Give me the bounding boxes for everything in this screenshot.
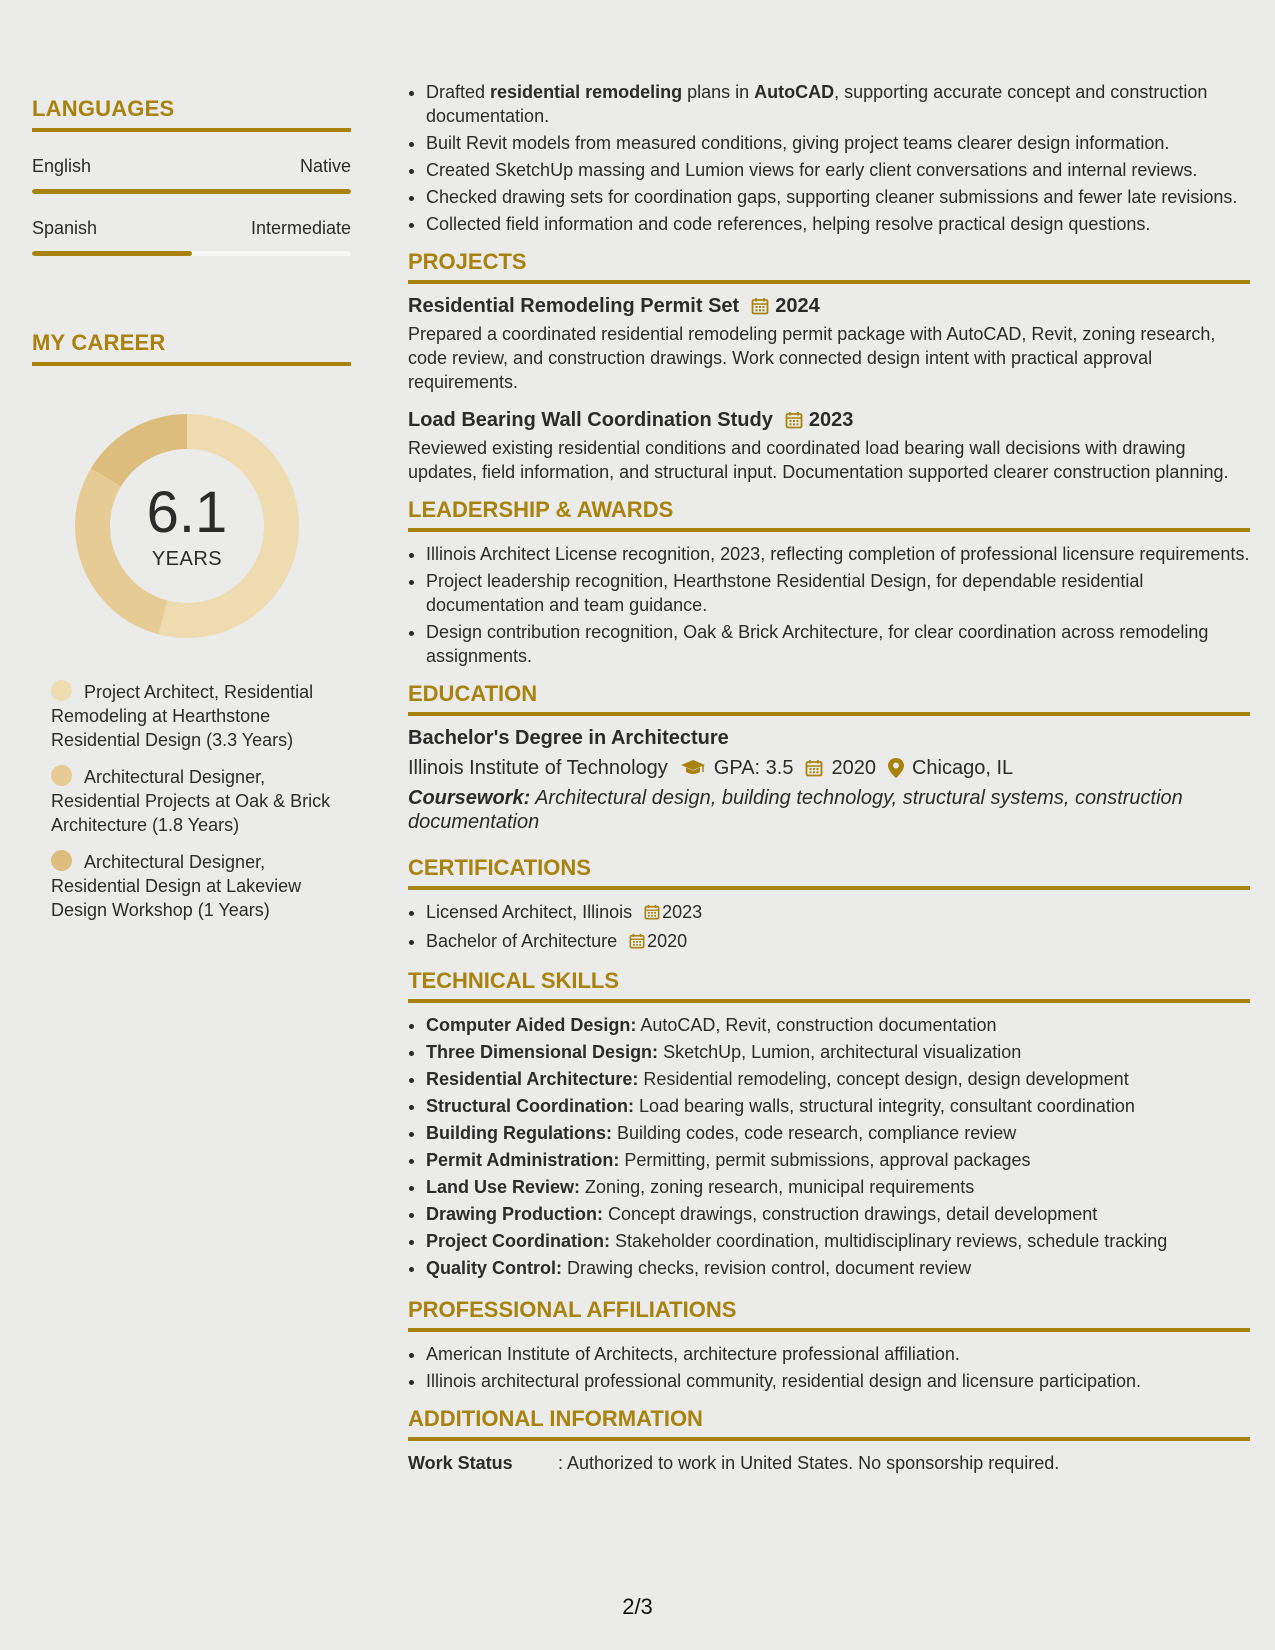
- bullet-text: plans in: [682, 82, 755, 102]
- affiliations-list: [408, 1342, 1250, 1393]
- skill-label: Permit Administration:: [426, 1150, 620, 1170]
- language-level: Native: [299, 156, 351, 176]
- legend-item: [51, 765, 351, 837]
- career-total-years: 6.1: [146, 479, 228, 545]
- school-location: Chicago, IL: [911, 757, 1014, 779]
- education-heading: EDUCATION: [408, 682, 1250, 716]
- list-item: [426, 929, 1250, 955]
- skills-list: [408, 1013, 1250, 1280]
- language-level-fill: [32, 251, 192, 256]
- skill-value: Stakeholder coordination, multidisciplinary reviews, schedule tracking: [610, 1231, 1168, 1251]
- language-level-bar: [32, 251, 351, 256]
- list-item: • Created SketchUp massing and Lumion views for early client conversations and internal reviews.: [426, 158, 1250, 182]
- language-level-fill: [32, 189, 351, 194]
- legend-dot: [51, 680, 72, 701]
- work-status-row: [408, 1451, 1250, 1475]
- career-donut-chart: [67, 406, 307, 646]
- skill-label: Computer Aided Design:: [426, 1015, 637, 1035]
- gpa: GPA: 3.5: [713, 757, 794, 779]
- donut-center: [67, 406, 307, 646]
- leadership-list: [408, 542, 1250, 668]
- skill-label: Building Regulations:: [426, 1123, 612, 1143]
- project-description: Prepared a coordinated residential remodeling permit package with AutoCAD, Revit, zoning research, code review, and construction drawings. Work connected design intent with practical approval requirements.: [408, 324, 1216, 392]
- coursework: [408, 786, 1250, 834]
- project-description: Reviewed existing residential conditions and coordinated load bearing wall decisions with drawing updates, field information, and structural input. Documentation supported clearer construction planning.: [408, 438, 1229, 482]
- work-status-label: Work Status: [408, 1453, 513, 1473]
- language-level-bar: [32, 189, 351, 194]
- project-year: 2023: [808, 409, 854, 431]
- language-name: English: [32, 156, 92, 176]
- leadership-heading: LEADERSHIP & AWARDS: [408, 498, 1250, 532]
- legend-dot: [51, 765, 72, 786]
- degree-title: Bachelor's Degree in Architecture: [408, 727, 729, 749]
- language-level: Intermediate: [250, 218, 351, 238]
- list-item: [426, 1094, 1250, 1118]
- skill-value: Residential remodeling, concept design, design development: [638, 1069, 1129, 1089]
- career-unit: YEARS: [151, 547, 223, 570]
- language-english: [32, 156, 351, 194]
- graduation-year: 2020: [831, 757, 876, 779]
- project-item: [408, 408, 1250, 484]
- coursework-label: Coursework:: [408, 787, 531, 809]
- projects-heading: PROJECTS: [408, 250, 1250, 284]
- list-item: • Illinois architectural professional community, residential design and licensure participation.: [426, 1369, 1250, 1393]
- language-name: Spanish: [32, 218, 98, 238]
- language-spanish: [32, 218, 351, 256]
- list-item: • American Institute of Architects, architecture professional affiliation.: [426, 1342, 1250, 1366]
- calendar-icon: [805, 759, 823, 777]
- list-item: • Illinois Architect License recognition, 2023, reflecting completion of professional licensure requirements.: [426, 542, 1250, 566]
- page-number: 2/3: [622, 1594, 653, 1619]
- education-details: [408, 756, 1250, 780]
- list-item: • Project leadership recognition, Hearthstone Residential Design, for dependable residential documentation and team guidance.: [426, 569, 1250, 617]
- bullet-bold: AutoCAD: [754, 82, 835, 102]
- list-item: [426, 900, 1250, 926]
- legend-label: Project Architect, Residential Remodeling at Hearthstone Residential Design (3.3 Years): [51, 682, 314, 750]
- legend-item: [51, 680, 351, 752]
- school-name: Illinois Institute of Technology: [408, 757, 668, 779]
- skill-value: AutoCAD, Revit, construction documentation: [636, 1015, 997, 1035]
- graduation-cap-icon: [680, 759, 706, 777]
- legend-label: Architectural Designer, Residential Projects at Oak & Brick Architecture (1.8 Years): [51, 767, 331, 835]
- affiliations-heading: PROFESSIONAL AFFILIATIONS: [408, 1298, 1250, 1332]
- legend-label: Architectural Designer, Residential Design at Lakeview Design Workshop (1 Years): [51, 852, 302, 920]
- list-item: • Collected field information and code references, helping resolve practical design questions.: [426, 212, 1250, 236]
- experience-bullets: [408, 80, 1250, 236]
- list-item: [426, 1229, 1250, 1253]
- bullet-text: , supporting accurate concept and construction documentation.: [426, 82, 1208, 126]
- skill-label: Structural Coordination:: [426, 1096, 634, 1116]
- calendar-icon: [785, 411, 803, 429]
- additional-heading: ADDITIONAL INFORMATION: [408, 1407, 1250, 1441]
- skill-value: SketchUp, Lumion, architectural visualization: [658, 1042, 1022, 1062]
- project-name: Load Bearing Wall Coordination Study: [408, 409, 773, 431]
- right-column: [408, 80, 1250, 1475]
- skill-value: Drawing checks, revision control, document review: [562, 1258, 972, 1278]
- list-item: [426, 1256, 1250, 1280]
- certification-name: Licensed Architect, Illinois: [426, 902, 633, 922]
- list-item: [426, 80, 1250, 128]
- certification-year: 2020: [647, 931, 688, 951]
- skills-heading: TECHNICAL SKILLS: [408, 969, 1250, 1003]
- bullet-text: Drafted: [426, 82, 491, 102]
- list-item: [426, 1175, 1250, 1199]
- skill-label: Three Dimensional Design:: [426, 1042, 659, 1062]
- list-item: [426, 1013, 1250, 1037]
- skill-label: Land Use Review:: [426, 1177, 581, 1197]
- list-item: [426, 1121, 1250, 1145]
- skill-value: Load bearing walls, structural integrity, consultant coordination: [634, 1096, 1135, 1116]
- skill-label: Project Coordination:: [426, 1231, 610, 1251]
- languages-heading: LANGUAGES: [32, 96, 351, 132]
- skill-label: Residential Architecture:: [426, 1069, 639, 1089]
- project-year: 2024: [775, 295, 820, 317]
- list-item: [426, 1040, 1250, 1064]
- certification-name: Bachelor of Architecture: [426, 931, 618, 951]
- legend-item: [51, 850, 351, 922]
- certifications-list: [408, 900, 1250, 955]
- project-name: Residential Remodeling Permit Set: [408, 295, 740, 317]
- work-status-value: : Authorized to work in United States. No sponsorship required.: [558, 1453, 1060, 1473]
- skill-label: Quality Control:: [426, 1258, 562, 1278]
- calendar-icon: [644, 902, 660, 926]
- list-item: • Checked drawing sets for coordination gaps, supporting cleaner submissions and fewer late revisions.: [426, 185, 1250, 209]
- bullet-bold: residential remodeling: [490, 82, 683, 102]
- coursework-text: Architectural design, building technology, structural systems, construction documentation: [408, 787, 1183, 833]
- skill-value: Zoning, zoning research, municipal requirements: [580, 1177, 975, 1197]
- certification-year: 2023: [662, 902, 703, 922]
- map-pin-icon: [888, 758, 904, 778]
- list-item: [426, 1067, 1250, 1091]
- career-legend: [51, 680, 351, 922]
- skill-value: Building codes, code research, compliance review: [612, 1123, 1017, 1143]
- legend-dot: [51, 850, 72, 871]
- list-item: [426, 1148, 1250, 1172]
- list-item: • Built Revit models from measured conditions, giving project teams clearer design information.: [426, 131, 1250, 155]
- calendar-icon: [629, 931, 645, 955]
- list-item: • Design contribution recognition, Oak & Brick Architecture, for clear coordination across remodeling assignments.: [426, 620, 1250, 668]
- certifications-heading: CERTIFICATIONS: [408, 856, 1250, 890]
- left-column: [32, 96, 351, 935]
- career-heading: MY CAREER: [32, 330, 351, 366]
- list-item: [426, 1202, 1250, 1226]
- skill-label: Drawing Production:: [426, 1204, 603, 1224]
- skill-value: Concept drawings, construction drawings, detail development: [603, 1204, 1098, 1224]
- calendar-icon: [751, 297, 769, 315]
- skill-value: Permitting, permit submissions, approval packages: [619, 1150, 1031, 1170]
- project-item: [408, 294, 1250, 394]
